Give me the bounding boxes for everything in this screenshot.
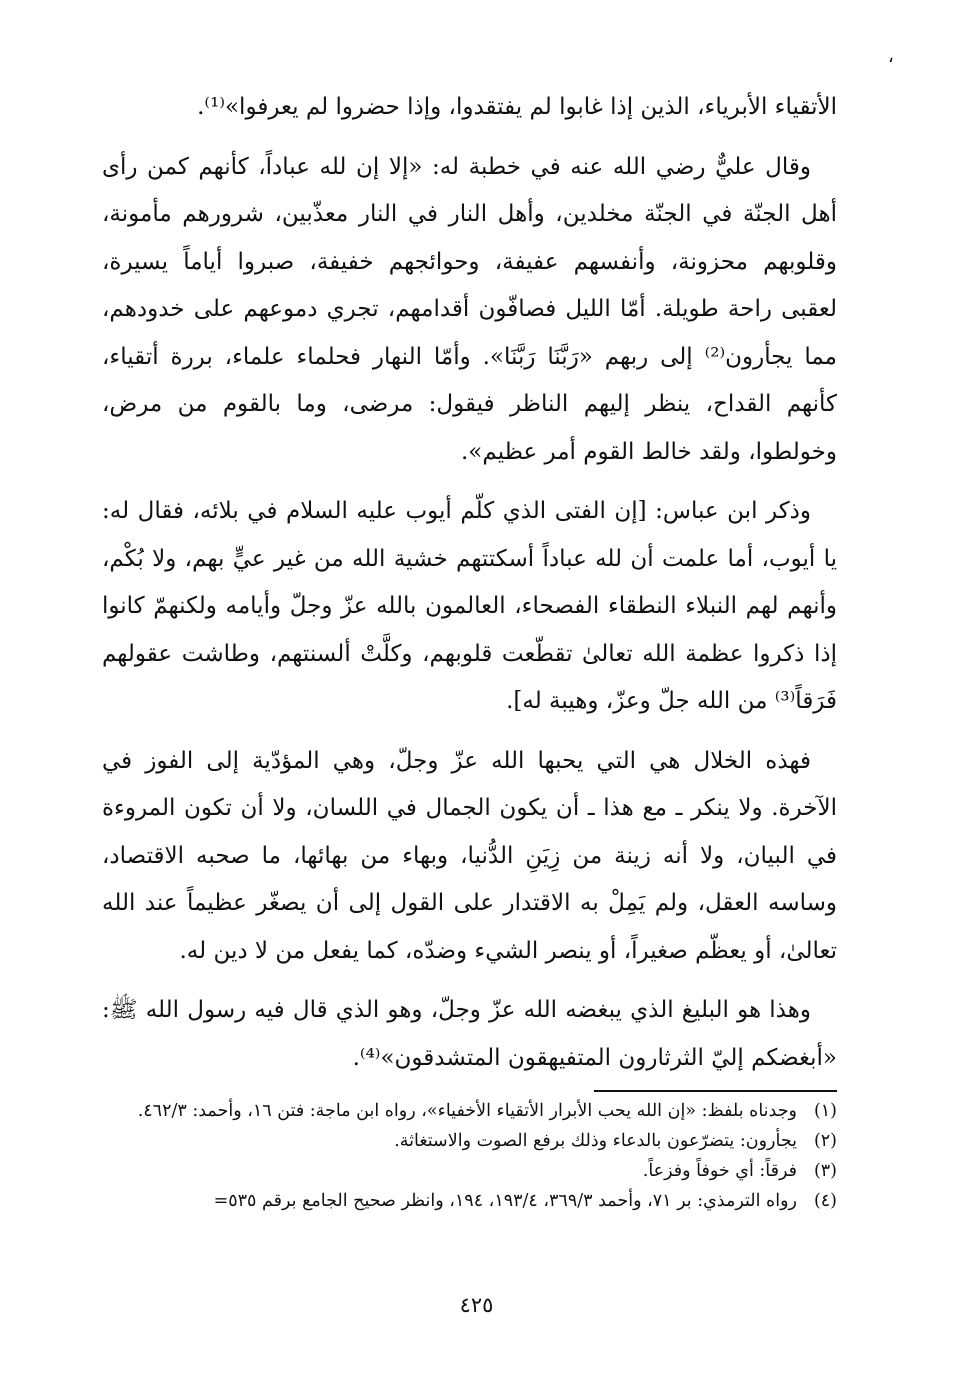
footnote-text: فرقاً: أي خوفاً وفزعاً.	[642, 1161, 797, 1181]
footnote-text: رواه الترمذي: بر ٧١، وأحمد ٣٦٩/٣، ١٩٣/٤، ١٩٤، وانظر صحيح الجامع برقم ٥٣٥=	[213, 1191, 797, 1211]
paragraph-continuation: الأتقياء الأبرياء، الذين إذا غابوا لم يفتقدوا، وإذا حضروا لم يعرفوا»⁽¹⁾.	[197, 94, 837, 120]
footnote-item	[90, 1096, 837, 1126]
footnote-text: وجدناه بلفظ: «إن الله يحب الأبرار الأتقياء الأخفياء»، رواه ابن ماجة: فتن ١٦، وأحمد: ٤٦٢/٣.	[137, 1101, 797, 1121]
corner-mark: ،	[888, 46, 894, 67]
page-number: ٤٢٥	[459, 1293, 494, 1317]
paragraph-ali-sermon: وقال عليٌّ رضي الله عنه في خطبة له: «إلا إن لله عباداً، كأنهم كمن رأى أهل الجنّة في الجنّة مخلدين، وأهل النار في النار معذّبين، شرورهم مأمونة، وقلوبهم محزونة، وأنفسهم عفيفة، وحوائجهم خفيفة، صبروا أياماً يسيرة، لعقبى راحة طويلة. أمّا الليل فصافّون أقدامهم، تجري دموعهم على خدودهم، مما يجأرون⁽²⁾ إلى ربهم «رَبَّنَا رَبَّنَا». وأمّا النهار فحلماء علماء، بررة أتقياء، كأنهم القداح، ينظر إليهم الناظر فيقول: مرضى، وما بالقوم من مرض، وخولطوا، ولقد خالط القوم أمر عظيم».	[102, 153, 837, 465]
footnote-number: (١)	[813, 1101, 837, 1121]
paragraph-qualities: فهذه الخلال هي التي يحبها الله عزّ وجلّ، وهي المؤدّية إلى الفوز في الآخرة. ولا ينكر ـ مع هذا ـ أن يكون الجمال في اللسان، ولا أن تكون المروءة في البيان، ولا أنه زينة من زِيَنِ الدُّنيا، وبهاء من بهائها، ما صحبه الاقتصاد، وساسه العقل، ولم يَمِلْ به الاقتدار على القول إلى أن يصغّر عظيماً عند الله تعالىٰ، أو يعظّم صغيراً، أو ينصر الشيء وضدّه، كما يفعل من لا دين له.	[102, 747, 837, 964]
footnotes	[90, 1096, 837, 1216]
footnote-item	[90, 1126, 837, 1156]
footnote-item	[90, 1186, 837, 1216]
footnote-number: (٤)	[813, 1191, 837, 1211]
footnote-separator	[594, 1090, 837, 1092]
footnote-text: يجأرون: يتضرّعون بالدعاء وذلك برفع الصوت والاستغاثة.	[394, 1131, 797, 1151]
footnote-number: (٣)	[813, 1161, 837, 1181]
main-text	[102, 84, 837, 1094]
footnote-number: (٢)	[813, 1131, 837, 1151]
footnote-item	[90, 1156, 837, 1186]
paragraph-eloquent-hated: وهذا هو البليغ الذي يبغضه الله عزّ وجلّ، وهو الذي قال فيه رسول الله ﷺ: «أبغضكم إليّ الثرثارون المتفيهقون المتشدقون»⁽⁴⁾.	[102, 997, 837, 1071]
paragraph-ibn-abbas: وذكر ابن عباس: [إن الفتى الذي كلّم أيوب عليه السلام في بلائه، فقال له: يا أيوب، أما علمت أن لله عباداً أسكتتهم خشية الله من غير عيٍّ بهم، ولا بُكْم، وأنهم لهم النبلاء النطقاء الفصحاء، العالمون بالله عزّ وجلّ وأيامه ولكنهمّ كانوا إذا ذكروا عظمة الله تعالىٰ تقطّعت قلوبهم، وكلَّتْ ألسنتهم، وطاشت عقولهم فَرَقاً⁽³⁾ من الله جلّ وعزّ، وهيبة له].	[102, 498, 837, 714]
